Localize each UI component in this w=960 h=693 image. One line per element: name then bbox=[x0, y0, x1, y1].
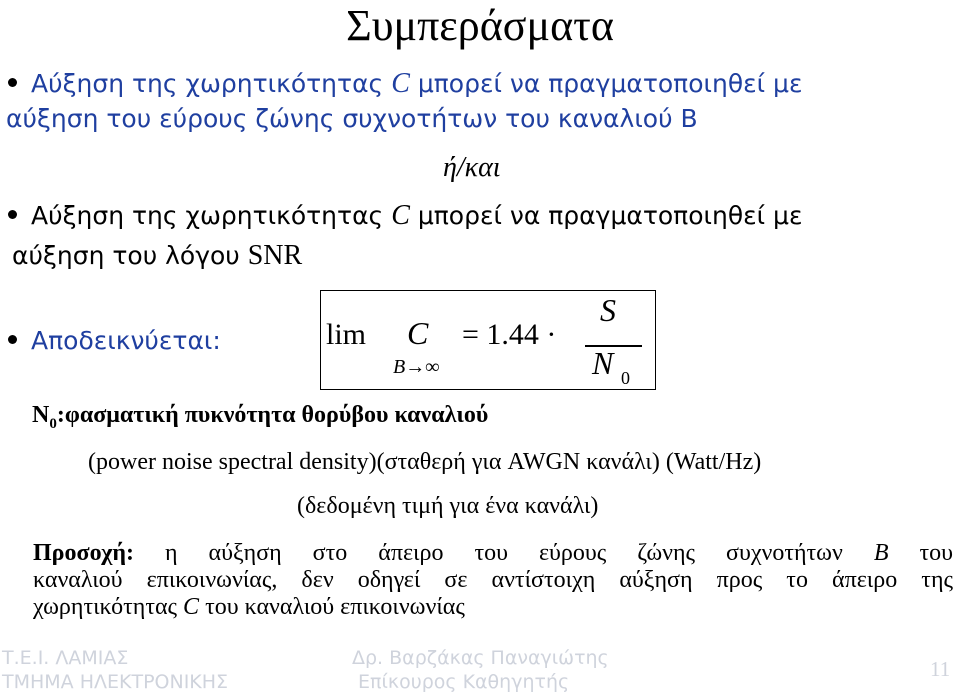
bullet-3-line bbox=[8, 326, 221, 355]
n0-definition bbox=[32, 402, 488, 433]
attention-row-1 bbox=[33, 540, 953, 567]
bullet-1-line-1 bbox=[8, 68, 802, 100]
formula-subscript: B→∞ bbox=[393, 356, 440, 378]
psd-description: (power noise spectral density)(σταθερή για AWGN κανάλι) (Watt/Hz) bbox=[88, 449, 762, 475]
attention-label: Προσοχή: bbox=[33, 540, 134, 566]
bullet-2-var-c: C bbox=[391, 200, 410, 231]
footer-author-title: Επίκουρος Καθηγητής bbox=[358, 671, 570, 693]
bullet-2-text-b: μπορεί να πραγματοποιηθεί με bbox=[409, 201, 803, 230]
bullet-2-text-a: Αύξηση της χωρητικότητας bbox=[31, 201, 392, 230]
bullet-2-line-1 bbox=[8, 200, 802, 232]
given-value-note: (δεδομένη τιμή για ένα κανάλι) bbox=[297, 493, 599, 519]
bullet-1-text-b: μπορεί να πραγματοποιηθεί με bbox=[409, 69, 803, 98]
attention-var-b: B bbox=[873, 540, 889, 566]
bullet-1-line-2: αύξηση του εύρους ζώνης συχνοτήτων του καναλιού B bbox=[6, 104, 698, 133]
bullet-dot-icon bbox=[8, 335, 17, 344]
attention-row-1-a: η αύξηση στο άπειρο του εύρους ζώνης συχνοτήτων bbox=[133, 540, 874, 566]
snr-text: SNR bbox=[247, 240, 303, 271]
attention-paragraph bbox=[33, 540, 953, 621]
bullet-2-line-2 bbox=[12, 240, 302, 272]
n0-text: :φασματική πυκνότητα θορύβου καναλιού bbox=[56, 402, 489, 428]
formula-lim: lim bbox=[326, 318, 367, 351]
page-number: 11 bbox=[930, 657, 951, 681]
slide-title: Συμπεράσματα bbox=[346, 1, 614, 50]
bullet-dot-icon bbox=[8, 78, 17, 87]
n0-subscript: 0 bbox=[49, 415, 57, 432]
formula-denominator-sub: 0 bbox=[621, 368, 630, 388]
bullet-3-label: Αποδεικνύεται: bbox=[31, 326, 221, 355]
bullet-dot-icon bbox=[8, 210, 17, 219]
footer-author: Δρ. Βαρζάκας Παναγιώτης bbox=[352, 647, 609, 669]
formula-denominator: N bbox=[592, 345, 614, 381]
attention-row-3 bbox=[33, 594, 953, 621]
attention-row-3-b: του καναλιού επικοινωνίας bbox=[199, 594, 465, 620]
attention-row-2: καναλιού επικοινωνίας, δεν οδηγεί σε αντίστοιχη αύξηση προς το άπειρο της bbox=[33, 567, 953, 593]
bullet-1-var-c: C bbox=[391, 68, 410, 99]
attention-row-3-a: χωρητικότητας bbox=[33, 594, 184, 620]
formula-c: C bbox=[407, 315, 429, 351]
footer-department: ΤΜΗΜΑ ΗΛΕΚΤΡΟΝΙΚΗΣ bbox=[2, 671, 229, 693]
bullet-2-text-c: αύξηση του λόγου bbox=[12, 241, 248, 270]
and-or-text: ή/και bbox=[443, 152, 501, 183]
attention-row-1-b: του bbox=[888, 540, 953, 566]
formula-numerator: S bbox=[600, 292, 616, 328]
bullet-1-text-a: Αύξηση της χωρητικότητας bbox=[31, 69, 392, 98]
formula-equals: = 1.44 · bbox=[462, 318, 557, 351]
attention-var-c: C bbox=[183, 594, 200, 620]
n0-symbol: N bbox=[32, 402, 50, 428]
footer-institution: Τ.Ε.Ι. ΛΑΜΙΑΣ bbox=[2, 647, 129, 669]
